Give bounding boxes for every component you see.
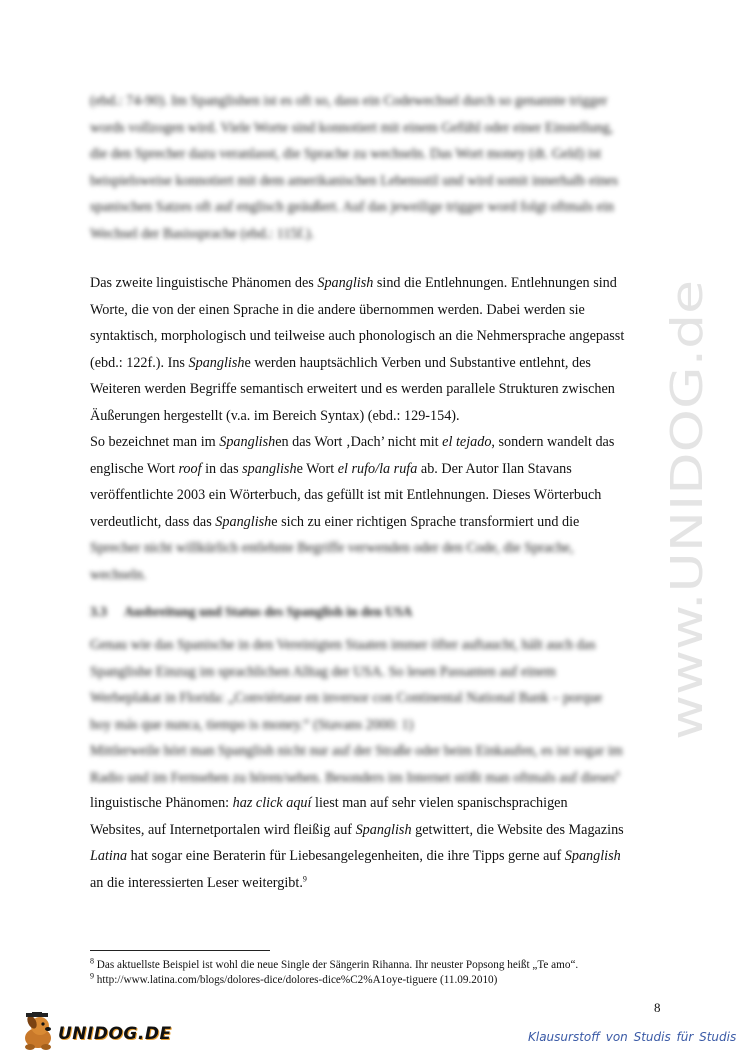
paragraph-beispiel-roof [90, 429, 660, 535]
blurred-line [90, 765, 660, 792]
text-span: sind die Entlehnungen. Entlehnungen sind [373, 275, 617, 291]
italic-term: Spanglish [317, 275, 374, 291]
section-heading-3-3 [90, 604, 650, 620]
text-line [90, 843, 660, 870]
blurred-paragraph-mid [90, 535, 660, 588]
text-span: So bezeichnet man im [90, 434, 220, 450]
text-span: linguistische Phänomen: [90, 795, 233, 811]
footnote-number: 9 [90, 971, 94, 981]
blurred-line: Mittlerweile hört man Spanglish nicht nur auf der Straße oder beim Einkaufen, es ist sogar im [90, 743, 623, 759]
text-span: getwittert, die Website des Magazins [411, 821, 624, 838]
text-span: Websites, auf Internetportalen wird fleißig auf [90, 821, 356, 838]
text-span: , sondern wandelt das [491, 434, 615, 450]
text-line [90, 870, 660, 897]
watermark-text: www.UNIDOG.de [662, 372, 713, 740]
footnote-text: http://www.latina.com/blogs/dolores-dice/dolores-dice%C2%A1oye-tiguere (11.09.2010) [94, 974, 498, 986]
text-span: e sich zu einer richtigen Sprache transformiert und die [271, 513, 580, 530]
blurred-line: (ebd.: 74-90). Im Spanglishen ist es oft so, dass ein Codewechsel durch so genannte trigger [90, 93, 608, 109]
italic-term: Latina [90, 848, 128, 864]
unidog-logo[interactable] [18, 1012, 178, 1052]
footnote-9 [90, 973, 690, 987]
paragraph-internet [90, 790, 660, 896]
text-span: an die interessierten Leser weitergibt. [90, 874, 303, 891]
footer-tagline: Klausurstoff von Studis für Studis [528, 1030, 737, 1044]
text-span: (ebd.: 122f.). Ins [90, 354, 189, 371]
text-line: Worte, die von der einen Sprache in die andere übernommen werden. Dabei werden sie [90, 301, 585, 318]
text-span: e Wort [296, 460, 338, 477]
text-line [90, 350, 660, 377]
text-span: Das zweite linguistische Phänomen des [90, 275, 318, 291]
watermark-svg [640, 275, 730, 745]
italic-term: el rufo/la rufa [337, 460, 418, 477]
blurred-line: Wechsel der Basissprache (ebd.: 115f.). [90, 225, 315, 242]
blurred-paragraph-low [90, 632, 660, 791]
italic-term: Spanglish [564, 848, 621, 864]
text-line [90, 509, 660, 536]
text-line: Weiteren werden Begriffe semantisch erweitert und es werden parallele Strukturen zwischen [90, 381, 615, 397]
text-span: in das [201, 460, 243, 477]
blurred-line: die den Sprecher dazu veranlasst, die Sprache zu wechseln. Das Wort money (dt. Geld) ist [90, 146, 602, 162]
italic-term: Spanglish [215, 513, 272, 530]
blurred-line: hoy más que nunca, tiempo is money.“ (Stavans 2000: 1) [90, 716, 414, 733]
blurred-line: Spanglishe Einzug im sprachlichen Alltag der USA. So lesen Passanten auf einem [90, 663, 556, 680]
text-span: hat sogar eine Beraterin für Liebesangelegenheiten, die ihre Tipps gerne auf [127, 848, 565, 864]
text-span: en das Wort ‚Dach’ nicht mit [275, 434, 443, 450]
text-line: Äußerungen hergestellt (v.a. im Bereich Syntax) (ebd.: 129-154). [90, 407, 460, 424]
italic-term: spanglish [242, 460, 297, 477]
footnote-text: Das aktuellste Beispiel ist wohl die neue Single der Sängerin Rihanna. Ihr neuster Popsong heißt „Te amo“. [94, 959, 579, 971]
italic-term: el tejado [442, 434, 492, 450]
heading-number: 3.3 [90, 604, 107, 619]
blurred-line: wechseln. [90, 566, 147, 583]
blurred-line: Genau wie das Spanische in den Vereinigten Staaten immer öfter auftaucht, hält auch das [90, 637, 596, 653]
text-span: liest man auf sehr vielen spanischsprachigen [311, 795, 568, 811]
text-span: Radio und im Fernsehen zu hören/sehen. Besonders im Internet stößt man oftmals auf dieses [90, 769, 616, 786]
text-span: e werden hauptsächlich Verben und Substantive entlehnt, des [244, 354, 591, 371]
logo-wordmark: UNIDOG.DE [58, 1024, 172, 1044]
italic-term: Spanglish [219, 434, 276, 450]
heading-text: Ausbreitung und Status des Spanglish in den USA [124, 604, 413, 619]
text-line [90, 817, 660, 844]
blurred-line: Sprecher nicht willkürlich entlehnte Begriffe verwenden oder den Code, die Sprache, [90, 540, 574, 556]
italic-term: haz click aquí [232, 795, 312, 811]
text-span: verdeutlicht, dass das [90, 513, 216, 530]
blurred-line: spanischen Satzes oft auf englisch geäußert. Auf das jeweilige trigger word folgt oftmals ein [90, 199, 614, 215]
italic-term: Spanglish [355, 821, 412, 838]
footnote-divider [90, 950, 270, 951]
italic-term: roof [178, 460, 202, 477]
text-span: englische Wort [90, 460, 179, 477]
text-line [90, 456, 660, 483]
footnote-ref: 8 [615, 768, 620, 778]
text-line: syntaktisch, morphologisch und teilweise auch phonologisch an die Nehmersprache angepasst [90, 328, 625, 344]
text-span: ab. Der Autor Ilan Stavans [417, 460, 572, 477]
text-line [90, 429, 660, 456]
watermark [640, 275, 730, 745]
blurred-paragraph-top [90, 88, 660, 247]
page-number: 8 [654, 1000, 661, 1015]
footnote-8 [90, 958, 690, 972]
italic-term: Spanglish [188, 354, 245, 371]
blurred-line: beispielsweise konnotiert mit dem amerikanischen Lebensstil und wird somit innerhalb eines [90, 172, 618, 189]
text-line [90, 790, 660, 817]
paragraph-entlehnungen [90, 270, 660, 429]
text-line [90, 270, 660, 297]
text-line: veröffentlichte 2003 ein Wörterbuch, das gefüllt ist mit Entlehnungen. Dieses Wörterbuch [90, 487, 602, 503]
blurred-line: Werbeplakat in Florida: „Conviértase en inversor con Continental National Bank – porque [90, 690, 603, 706]
footnote-ref: 9 [302, 873, 307, 883]
blurred-line: words vollzogen wird. Viele Worte sind konnotiert mit einem Gefühl oder einer Einstellung, [90, 119, 614, 136]
footnote-number: 8 [90, 956, 94, 966]
